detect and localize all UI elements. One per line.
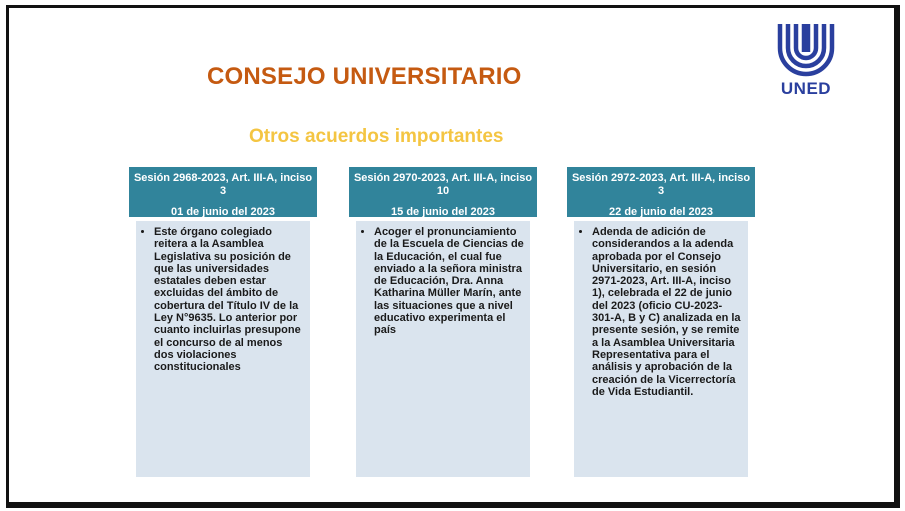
logo-text: UNED [780, 79, 832, 98]
card-header [349, 167, 537, 217]
card-date: 15 de junio del 2023 [391, 206, 495, 218]
card-body [136, 221, 310, 477]
agreement-card-1 [129, 167, 317, 477]
agreement-card-2 [349, 167, 537, 477]
card-date: 01 de junio del 2023 [171, 206, 275, 218]
slide-frame [6, 5, 900, 508]
agreement-card-3 [567, 167, 755, 477]
card-session: Sesión 2968-2023, Art. III-A, inciso 3 [133, 172, 313, 197]
card-body [574, 221, 748, 477]
card-date: 22 de junio del 2023 [609, 206, 713, 218]
card-header [567, 167, 755, 217]
card-text: • Acoger el pronunciamiento de la Escuela de Ciencias de la Educación, el cual fue enviado a la señora ministra de Educación, Dra. Anna Katharina Müller Marín, ante las situaciones que a nivel educativo experimenta el país [374, 226, 524, 337]
uned-logo-icon [771, 16, 841, 78]
card-session: Sesión 2970-2023, Art. III-A, inciso 10 [353, 172, 533, 197]
card-body [356, 221, 530, 477]
card-text: • Adenda de adición de considerandos a la adenda aprobada por el Consejo Universitario, en sesión 2971-2023, Art. III-A, inciso 1), celebrada el 22 de junio del 2023 (oficio CU-2023- 301-A, B y C) analizada en la presente sesión, y se remite a la Asamblea Universitaria Representativa para el análisis y aprobación de la creación de la Vicerrectoría de Vida Estudiantil. [592, 226, 742, 398]
card-header [129, 167, 317, 217]
page-title: CONSEJO UNIVERSITARIO [207, 63, 522, 90]
card-text: • Este órgano colegiado reitera a la Asamblea Legislativa su posición de que las universidades estatales deben estar excluidas del ámbito de cobertura del Título IV de la Ley N°9635. Lo anterior por cuanto incluirlas presupone el concurso de al menos dos violaciones constitucionales [154, 226, 304, 374]
page-subtitle: Otros acuerdos importantes [249, 126, 504, 147]
card-session: Sesión 2972-2023, Art. III-A, inciso 3 [571, 172, 751, 197]
uned-logo [771, 16, 841, 100]
